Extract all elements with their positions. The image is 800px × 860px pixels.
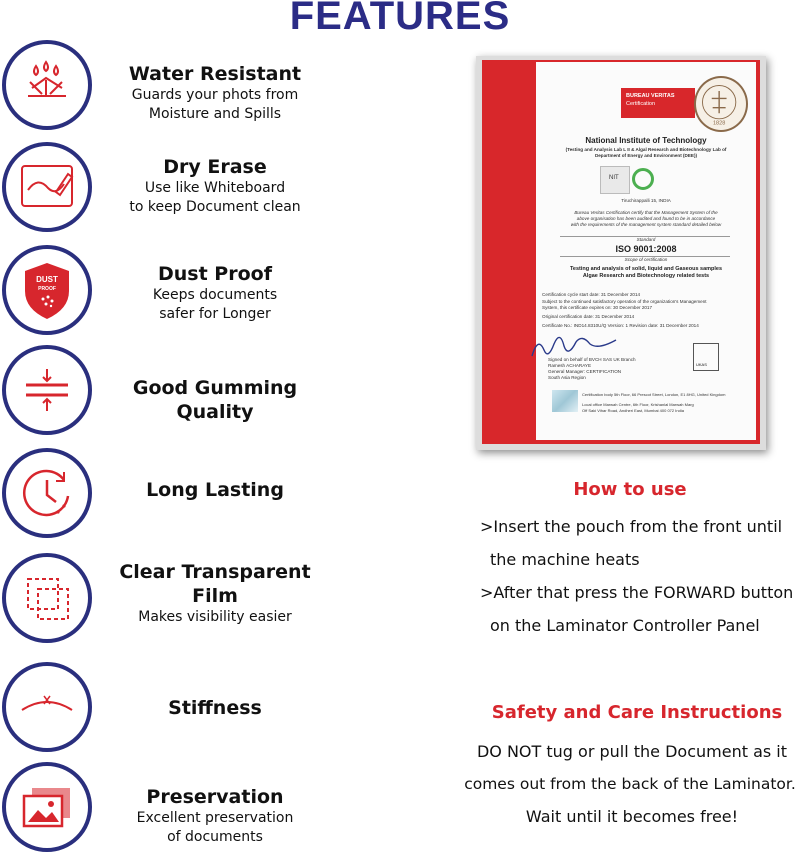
feature-desc: Moisture and Spills <box>148 106 282 122</box>
cert-org-sub: Department of Energy and Environment (DEE)) <box>594 153 698 158</box>
feature-stiffness <box>110 696 320 720</box>
cert-scope-label: Scope of certification <box>624 257 668 262</box>
cert-statement: Bureau Veritas Certification certify that the Management System of the <box>574 210 718 215</box>
feature-icon-circle <box>2 762 92 852</box>
feature-long-lasting <box>110 478 320 502</box>
feature-heading: Long Lasting <box>146 479 284 501</box>
hologram-sticker <box>552 390 578 412</box>
dry-erase-icon <box>6 146 88 228</box>
cert-detail: Certification cycle start date: 31 December 2014 <box>542 292 641 297</box>
cert-signatory: Ramesh ACHARAYE <box>548 363 592 368</box>
cert-footer: Certification body 5th Floor, 66 Prescot Street, London, E1 8HG, United Kingdom <box>582 392 726 397</box>
stiffness-icon <box>6 666 88 748</box>
feature-heading: Good Gumming <box>132 377 298 399</box>
feature-transparent-film <box>110 560 320 627</box>
cert-detail: System, this certificate expires on: 30 December 2017 <box>542 305 653 310</box>
bureau-veritas-seal <box>694 76 748 132</box>
feature-icon-circle <box>2 662 92 752</box>
feature-heading: Dust Proof <box>158 263 272 285</box>
feature-heading: Water Resistant <box>128 63 302 85</box>
feature-gumming <box>110 376 320 424</box>
feature-icon-circle <box>2 345 92 435</box>
recycle-icon <box>632 168 654 190</box>
cert-standard-label: Standard <box>636 237 656 242</box>
cert-statement: with the requirements of the management system standard detailed below <box>570 222 722 227</box>
gumming-layers-icon <box>6 349 88 431</box>
cert-org-sub: (Testing and Analysis Lab L II & Algal Research and Biotechnology Lab of <box>565 147 727 152</box>
how-to-use-line: on the Laminator Controller Panel <box>490 616 760 635</box>
feature-desc: Makes visibility easier <box>138 609 292 625</box>
feature-desc: safer for Longer <box>159 306 271 322</box>
feature-heading: Quality <box>176 401 254 423</box>
feature-desc: Keeps documents <box>152 287 278 303</box>
page-title: FEATURES <box>289 0 511 38</box>
safety-title: Safety and Care Instructions <box>491 702 783 723</box>
safety-line: DO NOT tug or pull the Document as it <box>476 742 788 761</box>
cert-location: Tiruchirappalli 15, INDIA <box>621 198 671 203</box>
bv-brand: BUREAU VERITAS <box>626 93 675 99</box>
cert-scope: Testing and analysis of solid, liquid and Gaseous samples <box>569 266 723 272</box>
seal-year: 1828 <box>712 120 726 127</box>
cert-standard: ISO 9001:2008 <box>615 244 677 254</box>
feature-desc: Guards your phots from <box>131 87 299 103</box>
how-to-use-line: >After that press the FORWARD button <box>480 583 794 602</box>
cert-signatory: General Manager: CERTIFICATION <box>548 369 622 374</box>
feature-preservation <box>110 785 320 847</box>
safety-line: comes out from the back of the Laminator. <box>464 775 796 793</box>
feature-icon-circle <box>2 40 92 130</box>
cert-detail: Original certification date: 31 December 2014 <box>542 314 635 319</box>
feature-heading: Stiffness <box>168 697 262 719</box>
feature-icon-circle <box>2 142 92 232</box>
cert-footer: Local office Marwah Centre, 6th Floor, Krishanlal Marwah Marg <box>582 402 694 407</box>
feature-desc: of documents <box>167 829 263 845</box>
cert-signatory: South Asia Region <box>548 375 586 380</box>
feature-icon-circle <box>2 553 92 643</box>
safety-line: Wait until it becomes free! <box>525 807 739 826</box>
cert-detail: Certificate No.: IND14.8310U/Q Version: 1 Revision date: 31 December 2014 <box>542 323 699 328</box>
water-resistant-icon <box>6 44 88 126</box>
dust-proof-shield-icon <box>6 249 88 331</box>
dust-badge-text: PROOF <box>38 286 56 292</box>
cert-footer: Off Saki Vihar Road, Andheri East, Mumbai 400 072 India <box>582 408 684 413</box>
cert-org: National Institute of Technology <box>585 136 707 145</box>
feature-icon-circle <box>2 245 92 335</box>
transparent-film-icon <box>6 557 88 639</box>
feature-icon-circle <box>2 448 92 538</box>
how-to-use-line: the machine heats <box>490 550 640 569</box>
feature-desc: Use like Whiteboard <box>144 180 286 196</box>
cert-statement: above organisation has been audited and found to be in accordance <box>576 216 716 221</box>
photo-preservation-icon <box>6 766 88 848</box>
feature-dry-erase <box>110 155 320 217</box>
feature-heading: Dry Erase <box>163 156 267 178</box>
feature-heading: Clear Transparent <box>119 561 311 583</box>
how-to-use-title: How to use <box>573 479 687 500</box>
how-to-use-line: >Insert the pouch from the front until <box>480 517 783 536</box>
feature-desc: to keep Document clean <box>129 199 301 215</box>
clock-icon <box>6 452 88 534</box>
feature-dust-proof <box>110 262 320 324</box>
nit-logo-text: NIT <box>609 175 619 181</box>
feature-heading: Preservation <box>146 786 284 808</box>
feature-water-resistant <box>110 62 320 124</box>
bv-brand-sub: Certification <box>626 101 656 107</box>
bureau-veritas-label <box>621 88 695 118</box>
feature-heading: Film <box>192 585 238 607</box>
cert-detail: Subject to the continued satisfactory operation of the organization's Management <box>542 299 707 304</box>
ukas-label: UKAS <box>696 362 707 367</box>
cert-scope: Algae Research and Biotechnology related tests <box>582 273 710 279</box>
nit-logo <box>600 166 630 194</box>
dust-badge-text: DUST <box>36 275 58 284</box>
feature-desc: Excellent preservation <box>136 810 294 826</box>
cert-signatory: Signed on behalf of BVCH SAS UK Branch <box>548 357 636 362</box>
